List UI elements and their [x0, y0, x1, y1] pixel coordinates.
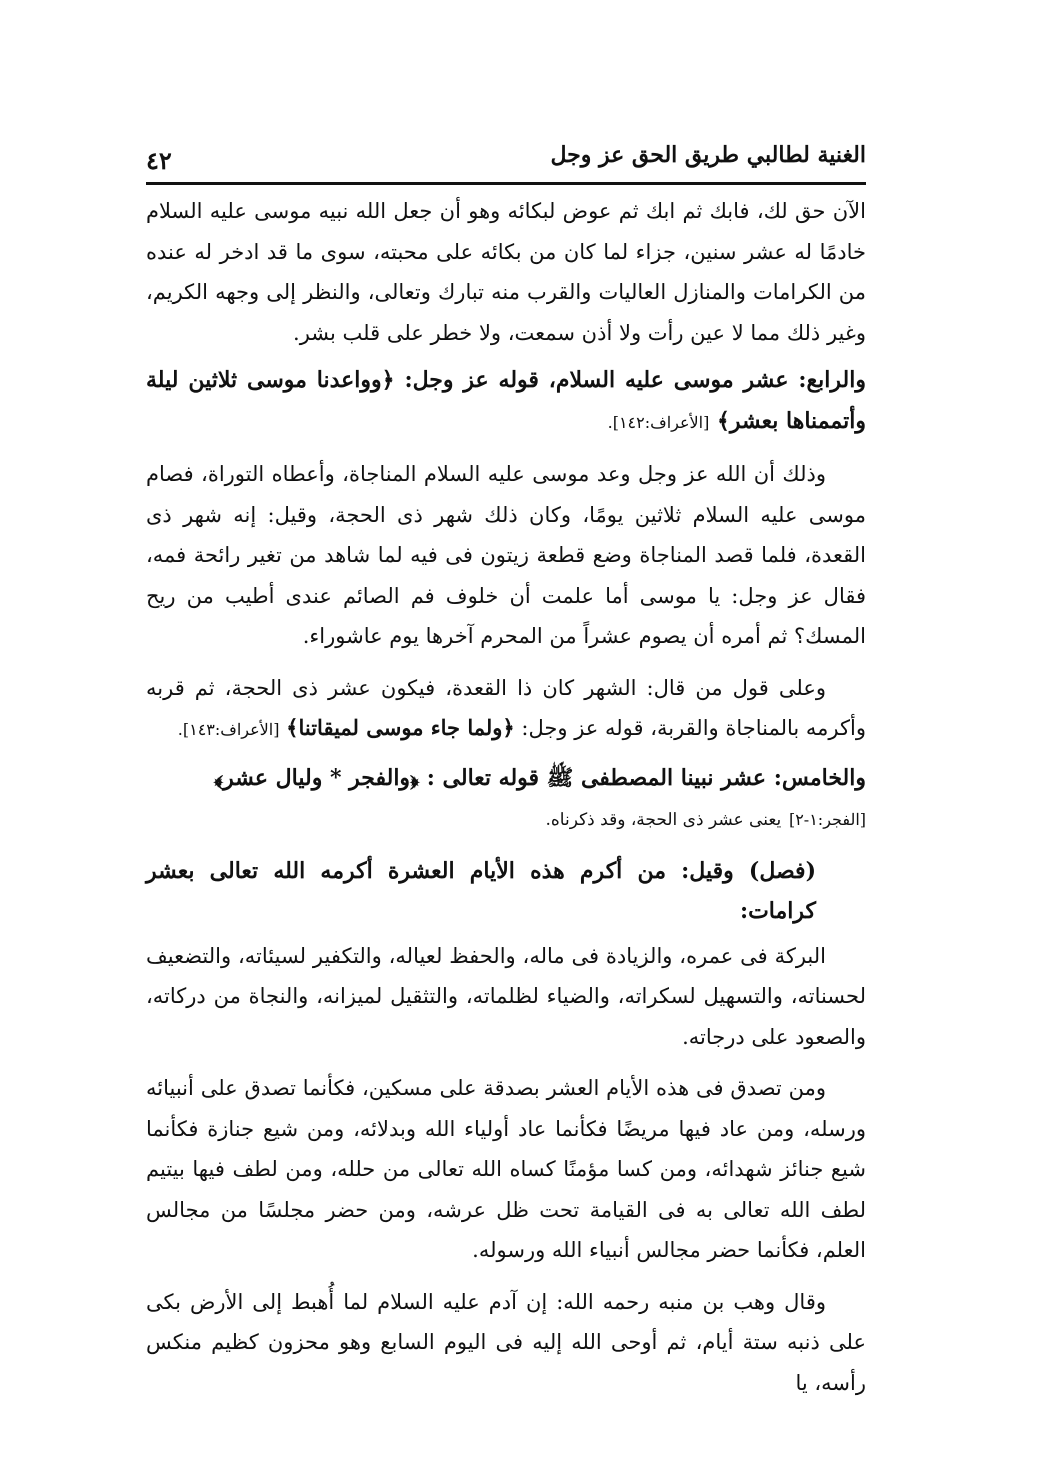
section-heading: (فصل) وقيل: من أكرم هذه الأيام العشرة أكرمه الله تعالى بعشر كرامات: [146, 857, 816, 924]
citation-araf-142: [الأعراف:١٤٢]. [607, 412, 710, 432]
paragraph-fifth-ten [146, 758, 866, 841]
paragraph-6-text: البركة فى عمره، والزيادة فى ماله، والحفظ لعياله، والتكفير لسيئاته، والتضعيف لحسناته، والتسهيل لسكراته، والضياء لظلماته، والتثقيل لميزانه، والنجاة من دركاته، والصعود على درجاته. [146, 943, 866, 1049]
running-title: الغنية لطالبي طريق الحق عز وجل [550, 142, 866, 168]
fifth-ten-tail: يعنى عشر ذى الحجة، وقد ذكرناه. [545, 810, 782, 830]
paragraph-8 [146, 1282, 866, 1404]
paragraph-6 [146, 936, 866, 1058]
paragraph-fourth-ten [146, 360, 866, 443]
paragraph-3 [146, 454, 866, 657]
fourth-ten-heading: والرابع: عشر موسى عليه السلام، قوله عز وجل: ﴿وواعدنا موسى ثلاثين ليلة وأتممناها بعشر﴾ [146, 367, 866, 434]
page-number: ٤٢ [146, 146, 172, 175]
quran-quote-143: ﴿ولما جاء موسى لميقاتنا﴾ [286, 715, 515, 740]
citation-fajr: [الفجر:١-٢] [788, 810, 866, 829]
paragraph-7 [146, 1068, 866, 1271]
paragraph-7-text: ومن تصدق فى هذه الأيام العشر بصدقة على مسكين، فكأنما تصدق على أنبيائه ورسله، ومن عاد فيها مريضًا فكأنما عاد أولياء الله وبدلائه، ومن شيع جنازة فكأنما شيع جنائز شهدائه، ومن كسا مؤمنًا كساه الله تعالى من حلله، ومن لطف فيها بيتيم لطف الله تعالى به فى القيامة تحت ظل عرشه، ومن حضر مجلسًا من مجالس العلم، فكأنما حضر مجالس أنبياء الله ورسوله. [146, 1076, 866, 1262]
paragraph-4-text: وعلى قول من قال: الشهر كان ذا القعدة، فيكون عشر ذى الحجة، ثم قربه وأكرمه بالمناجاة والقربة، قوله عز وجل: [146, 675, 866, 740]
paragraph-3-text: وذلك أن الله عز وجل وعد موسى عليه السلام المناجاة، وأعطاه التوراة، فصام موسى عليه السلام ثلاثين يومًا، وكان ذلك شهر ذى الحجة، وقيل: إنه شهر ذى القعدة، فلما قصد المناجاة وضع قطعة زيتون فى فيه لما شاهد من تغير رائحة فمه، فقال عز وجل: يا موسى أما علمت أن خلوف فم الصائم عندى أطيب من ريح المسك؟ ثم أمره أن يصوم عشراً من المحرم آخرها يوم عاشوراء. [146, 462, 866, 648]
page-header [146, 130, 866, 185]
book-page [146, 130, 866, 1403]
paragraph-1: الآن حق لك، فابك ثم ابك ثم عوض لبكائه وهو أن جعل الله نبيه موسى عليه السلام خادمًا له عشر سنين، جزاء لما كان من بكائه على محبته، سوى ما قد ادخر له عنده من الكرامات والمنازل العاليات والقرب منه تبارك وتعالى، والنظر إلى وجهه الكريم، وغير ذلك مما لا عين رأت ولا أذن سمعت، ولا خطر على قلب بشر. [146, 199, 866, 345]
citation-araf-143: [الأعراف:١٤٣]. [177, 720, 280, 739]
paragraph-8-text: وقال وهب بن منبه رحمه الله: إن آدم عليه السلام لما أُهبط إلى الأرض بكى على ذنبه ستة أيام، ثم أوحى الله إليه فى اليوم السابع وهو محزون كظيم منكس رأسه، يا [146, 1289, 866, 1395]
fifth-ten-heading: والخامس: عشر نبينا المصطفى ﷺ قوله تعالى : ﴿والفجر * وليال عشر﴾ [214, 764, 866, 791]
paragraph-4 [146, 668, 866, 751]
